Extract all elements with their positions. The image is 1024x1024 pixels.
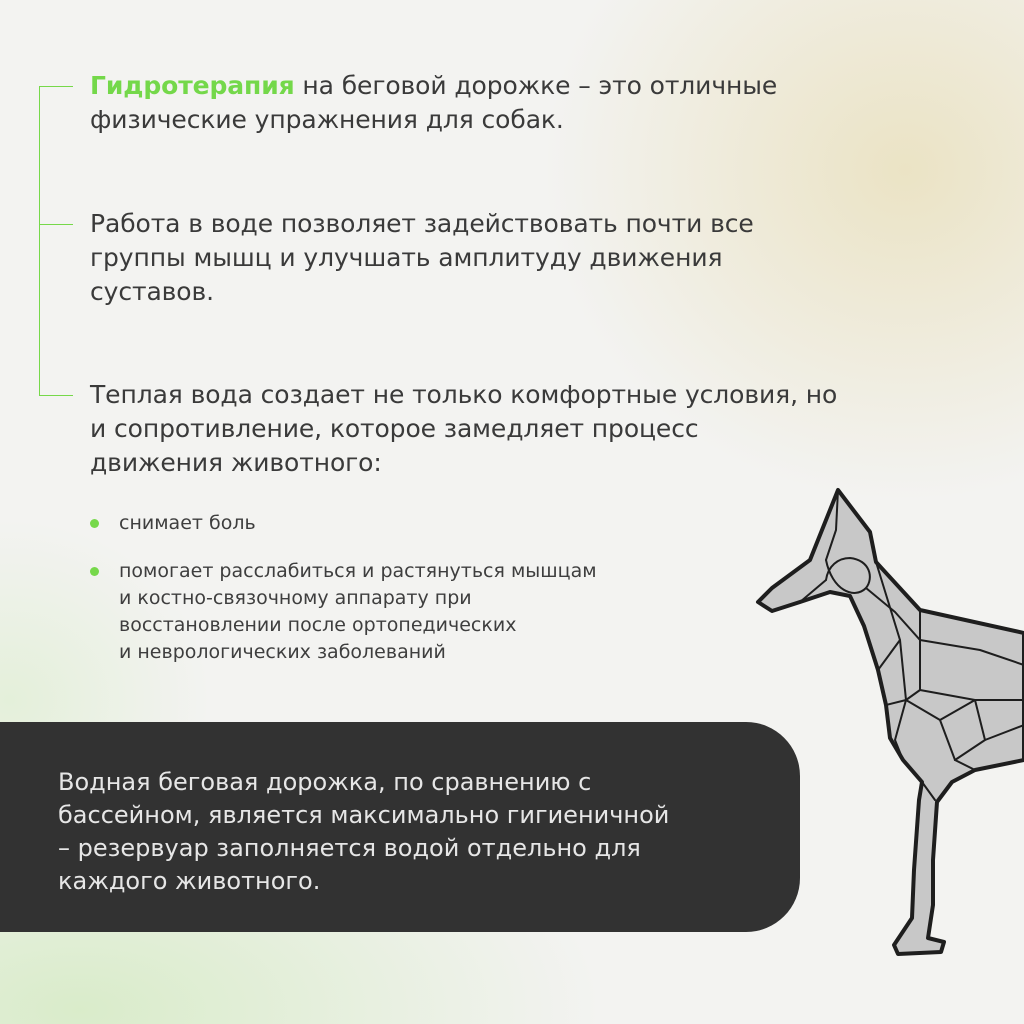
hygiene-line-2: бассейном, является максимально гигиеничной [58,801,670,829]
bracket-tick-1 [39,86,73,87]
bracket-tick-3 [39,395,73,396]
dog-anatomy-illustration-icon [740,480,1024,960]
intro-accent: Гидротерапия [90,71,295,100]
muscles-line-1: Работа в воде позволяет задействовать почти все [90,209,754,238]
muscles-paragraph [90,207,754,309]
intro-paragraph [90,69,777,137]
benefits-list [90,510,690,687]
hygiene-card [0,722,800,932]
warm-water-paragraph [90,378,837,480]
muscles-line-3: суставов. [90,277,214,306]
intro-line-2: физические упражнения для собак. [90,105,564,134]
list-item [90,510,690,537]
bracket-tick-2 [39,224,73,225]
hygiene-card-text [58,766,758,898]
bracket-line [39,86,40,395]
bullet-dot-icon [90,567,99,576]
hygiene-line-3: – резервуар заполняется водой отдельно для [58,834,641,862]
intro-line-1-rest: на беговой дорожке – это отличные [294,71,778,100]
muscles-line-2: группы мышц и улучшать амплитуду движения [90,243,723,272]
hygiene-line-1: Водная беговая дорожка, по сравнению с [58,768,592,796]
benefit-1-line-1: снимает боль [119,512,256,534]
warm-water-line-2: и сопротивление, которое замедляет процесс [90,414,699,443]
benefit-2-line-3: восстановлении после ортопедических [119,614,517,636]
benefit-2-line-1: помогает расслабиться и растянуться мышцам [119,560,597,582]
list-item [90,558,690,666]
hygiene-line-4: каждого животного. [58,867,321,895]
warm-water-line-3: движения животного: [90,448,382,477]
benefit-2-line-4: и неврологических заболеваний [119,641,446,663]
benefit-2-line-2: и костно-связочному аппарату при [119,587,472,609]
bullet-dot-icon [90,519,99,528]
warm-water-line-1: Теплая вода создает не только комфортные условия, но [90,380,838,409]
